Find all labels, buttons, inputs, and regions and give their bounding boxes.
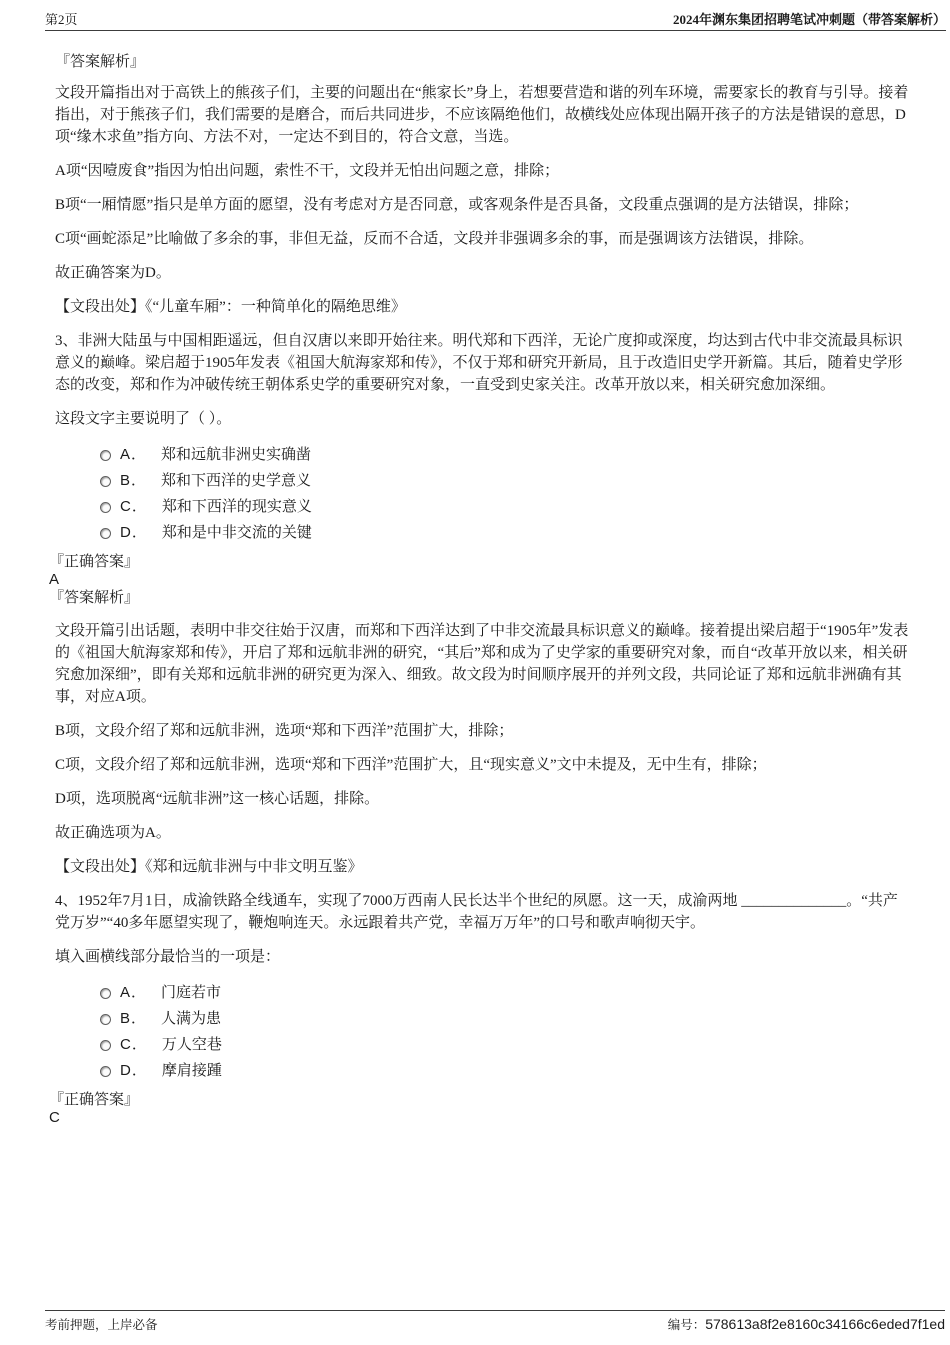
footer-serial-label: 编号： [667,1318,706,1332]
page-number: 第2页 [45,12,78,27]
question-3-prompt: 这段文字主要说明了（ ）。 [55,411,232,427]
question-3-options [100,442,910,546]
q4-option-d[interactable] [100,1058,910,1084]
question-4-prompt: 填入画横线部分最恰当的一项是： [55,949,281,965]
option-text: 摩肩接踵 [161,1063,222,1079]
q2-source: 【文段出处】《“儿童车厢”：一种简单化的隔绝思维》 [55,299,406,315]
radio-button-icon[interactable] [100,450,111,461]
option-text: 郑和下西洋的史学意义 [161,473,312,489]
radio-button-icon[interactable] [100,988,111,999]
option-letter: D． [120,1062,148,1079]
option-text: 郑和下西洋的现实意义 [161,499,312,515]
document-content [49,51,910,1140]
q4-correct-answer-label: 『正确答案』 [49,1092,140,1108]
q3-correct-answer-label: 『正确答案』 [49,554,140,570]
option-text: 郑和是中非交流的关键 [161,525,312,541]
option-text: 郑和远航非洲史实确凿 [161,447,312,463]
option-text: 人满为患 [161,1011,222,1027]
q3-analysis-paragraph: 文段开篇引出话题，表明中非交往始于汉唐，而郑和下西洋达到了中非交流最具标识意义的巅峰。接着提出梁启超于“1905年”发表的《祖国大航海家郑和传》，开启了郑和远航非洲的研究，“其后”郑和成为了史学家的重要研究对象，而自“改革开放以来，相关研究愈加深细”，即有关郑和远航非洲的研究更为深入、细致。故文段为时间顺序展开的并列文段，共同论证了郑和远航非洲确有其事，对应A项。 [55,623,909,705]
q3-option-d[interactable] [100,520,910,546]
footer-serial-value: 578613a8f2e8160c34166c6eded7f1ed [705,1316,945,1332]
q4-correct-answer-value: C [49,1109,60,1126]
option-text: 万人空巷 [161,1037,222,1053]
q2-analysis-option-a: A项“因噎废食”指因为怕出问题，索性不干，文段并无怕出问题之意，排除； [55,163,560,179]
option-letter: C． [120,498,148,515]
option-text: 门庭若市 [161,985,222,1001]
question-4-options [100,980,910,1084]
q2-analysis-paragraph: 文段开篇指出对于高铁上的熊孩子们，主要的问题出在“熊家长”身上，若想要营造和谐的列车环境，需要家长的教育与引导。接着指出，对于熊孩子们，我们需要的是磨合，而后共同进步，不应该隔绝他们，故横线处应体现出隔开孩子的方法是错误的意思，D项“缘木求鱼”指方向、方法不对，一定达不到目的，符合文意，当选。 [55,85,909,145]
question-4-stem: 4、1952年7月1日，成渝铁路全线通车，实现了7000万西南人民长达半个世纪的夙愿。这一天，成渝两地 ______________。“共产党万岁”“40多年愿望实现了，鞭炮响连天。永远跟着共产党，幸福万万年”的口号和歌声响彻天宇。 [55,893,898,931]
document-title: 2024年渊东集团招聘笔试冲刺题（带答案解析） [672,12,946,27]
q3-analysis-verdict: 故正确选项为A。 [55,825,171,841]
q3-source: 【文段出处】《郑和远航非洲与中非文明互鉴》 [55,859,363,875]
footer-slogan: 考前押题，上岸必备 [45,1318,158,1332]
option-letter: D． [120,524,148,541]
q2-analysis-verdict: 故正确答案为D。 [55,265,171,281]
q3-answer-block [49,553,910,607]
radio-button-icon[interactable] [100,1066,111,1077]
question-3-stem: 3、非洲大陆虽与中国相距遥远，但自汉唐以来即开始往来。明代郑和下西洋，无论广度抑或深度，均达到古代中非交流最具标识意义的巅峰。梁启超于1905年发表《祖国大航海家郑和传》，不仅于郑和研究开新局，且于改造旧史学开新篇。其后，随着史学形态的改变，郑和作为冲破传统王朝体系史学的重要研究对象，一直受到史家关注。改革开放以来，相关研究愈加深细。 [55,333,903,393]
radio-button-icon[interactable] [100,476,111,487]
page-header [45,11,946,31]
q2-analysis-option-c: C项“画蛇添足”比喻做了多余的事，非但无益，反而不合适，文段并非强调多余的事，而是强调该方法错误，排除。 [55,231,814,247]
option-letter: C． [120,1036,148,1053]
q2-analysis-option-b: B项“一厢情愿”指只是单方面的愿望，没有考虑对方是否同意，或客观条件是否具备，文段重点强调的是方法错误，排除； [55,197,859,213]
q3-analysis-option-b: B项，文段介绍了郑和远航非洲，选项“郑和下西洋”范围扩大，排除； [55,723,514,739]
q4-option-c[interactable] [100,1032,910,1058]
radio-button-icon[interactable] [100,1040,111,1051]
option-letter: A． [120,984,148,1001]
q4-option-a[interactable] [100,980,910,1006]
q4-option-b[interactable] [100,1006,910,1032]
q3-option-c[interactable] [100,494,910,520]
option-letter: B． [120,472,148,489]
q4-answer-block [49,1091,910,1127]
q3-correct-answer-value: A [49,571,60,588]
q3-analysis-option-c: C项，文段介绍了郑和远航非洲，选项“郑和下西洋”范围扩大，且“现实意义”文中未提及，无中生有，排除； [55,757,767,773]
q2-analysis-label: 『答案解析』 [55,54,146,70]
radio-button-icon[interactable] [100,528,111,539]
q3-option-b[interactable] [100,468,910,494]
page-footer [45,1310,945,1334]
radio-button-icon[interactable] [100,1014,111,1025]
q3-analysis-option-d: D项，选项脱离“远航非洲”这一核心话题，排除。 [55,791,380,807]
option-letter: B． [120,1010,148,1027]
footer-serial [668,1316,945,1334]
q3-analysis-label: 『答案解析』 [49,590,140,606]
q3-option-a[interactable] [100,442,910,468]
option-letter: A． [120,446,148,463]
radio-button-icon[interactable] [100,502,111,513]
